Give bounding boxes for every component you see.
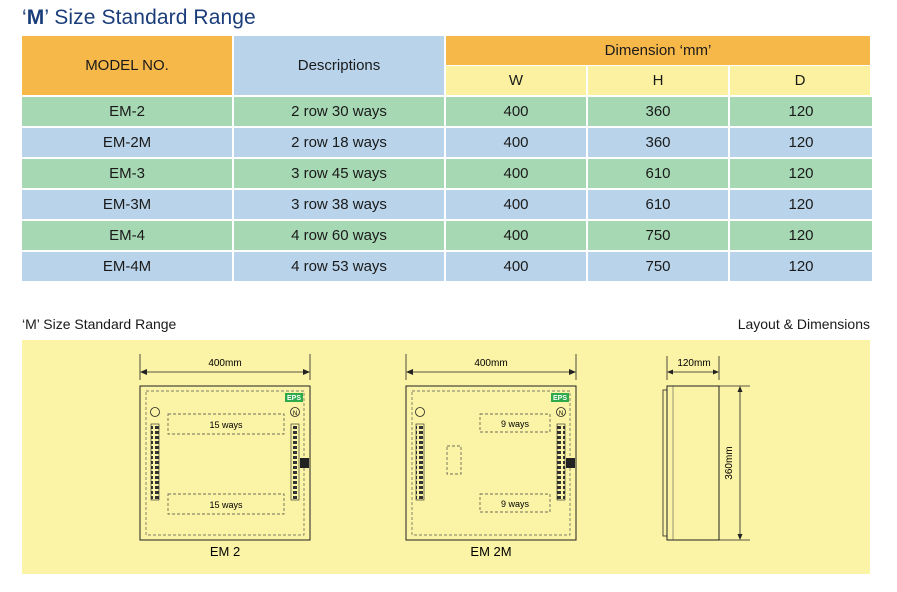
cell-w: 400 xyxy=(446,128,586,157)
svg-text:N: N xyxy=(292,411,298,417)
cell-h: 360 xyxy=(588,128,728,157)
em2-drawing xyxy=(140,354,310,559)
header-descriptions: Descriptions xyxy=(234,36,444,95)
cell-w: 400 xyxy=(446,97,586,126)
cell-d: 120 xyxy=(730,221,872,250)
em2m-drawing xyxy=(406,354,576,559)
cell-model: EM-3M xyxy=(22,190,232,219)
em2m-top-ways: 9 ways xyxy=(500,419,530,429)
em2-top-ways: 15 ways xyxy=(209,420,243,430)
neutral-terminal-bar xyxy=(557,424,565,500)
cell-d: 120 xyxy=(730,97,872,126)
em2-width-label: 400mm xyxy=(208,358,242,369)
side-height-label: 360mm xyxy=(724,446,735,480)
page-title: ‘M’ Size Standard Range xyxy=(22,6,256,29)
cell-w: 400 xyxy=(446,252,586,281)
header-w: W xyxy=(446,66,586,95)
cell-desc: 3 row 45 ways xyxy=(234,159,444,188)
cell-d: 120 xyxy=(730,190,872,219)
earth-terminal-bar xyxy=(151,424,159,500)
cell-h: 750 xyxy=(588,252,728,281)
table-row xyxy=(22,252,870,281)
em2-caption: EM 2 xyxy=(209,544,241,559)
earth-icon xyxy=(416,408,425,417)
cell-model: EM-2 xyxy=(22,97,232,126)
side-view-drawing xyxy=(663,356,750,540)
em2-bottom-ways: 15 ways xyxy=(209,500,243,510)
cell-model: EM-4M xyxy=(22,252,232,281)
table-row xyxy=(22,159,870,188)
cell-w: 400 xyxy=(446,159,586,188)
table-row xyxy=(22,97,870,126)
cell-model: EM-3 xyxy=(22,159,232,188)
cell-h: 610 xyxy=(588,159,728,188)
table-row xyxy=(22,190,870,219)
cell-desc: 4 row 53 ways xyxy=(234,252,444,281)
header-model: MODEL NO. xyxy=(22,36,232,95)
layout-dimensions-title: Layout & Dimensions xyxy=(737,316,870,332)
cell-h: 750 xyxy=(588,221,728,250)
table-row xyxy=(22,128,870,157)
table-row xyxy=(22,221,870,250)
cell-d: 120 xyxy=(730,159,872,188)
em2m-logo-text: EPS xyxy=(552,395,568,402)
em2m-width-label: 400mm xyxy=(474,358,508,369)
em2m-caption: EM 2M xyxy=(470,544,512,559)
cell-desc: 2 row 30 ways xyxy=(234,97,444,126)
header-d: D xyxy=(730,66,870,95)
cell-model: EM-2M xyxy=(22,128,232,157)
header-h: H xyxy=(588,66,728,95)
table-header xyxy=(22,36,870,95)
cell-desc: 4 row 60 ways xyxy=(234,221,444,250)
svg-text:N: N xyxy=(558,411,564,417)
cell-d: 120 xyxy=(730,128,872,157)
cell-desc: 3 row 38 ways xyxy=(234,190,444,219)
cell-desc: 2 row 18 ways xyxy=(234,128,444,157)
earth-terminal-bar xyxy=(416,424,424,500)
drawings-panel xyxy=(22,340,870,574)
neutral-terminal-bar xyxy=(291,424,299,500)
cell-d: 120 xyxy=(730,252,872,281)
earth-icon xyxy=(151,408,160,417)
section-title: ‘M’ Size Standard Range xyxy=(22,316,177,332)
header-dimension: Dimension ‘mm’ xyxy=(446,36,870,65)
spec-table xyxy=(22,36,870,281)
cell-w: 400 xyxy=(446,190,586,219)
cell-h: 360 xyxy=(588,97,728,126)
layout-drawings xyxy=(22,340,870,574)
cell-w: 400 xyxy=(446,221,586,250)
em2m-bottom-ways: 9 ways xyxy=(500,499,530,509)
cell-model: EM-4 xyxy=(22,221,232,250)
em2-logo-text: EPS xyxy=(286,395,302,402)
side-depth-label: 120mm xyxy=(677,358,711,369)
cell-h: 610 xyxy=(588,190,728,219)
